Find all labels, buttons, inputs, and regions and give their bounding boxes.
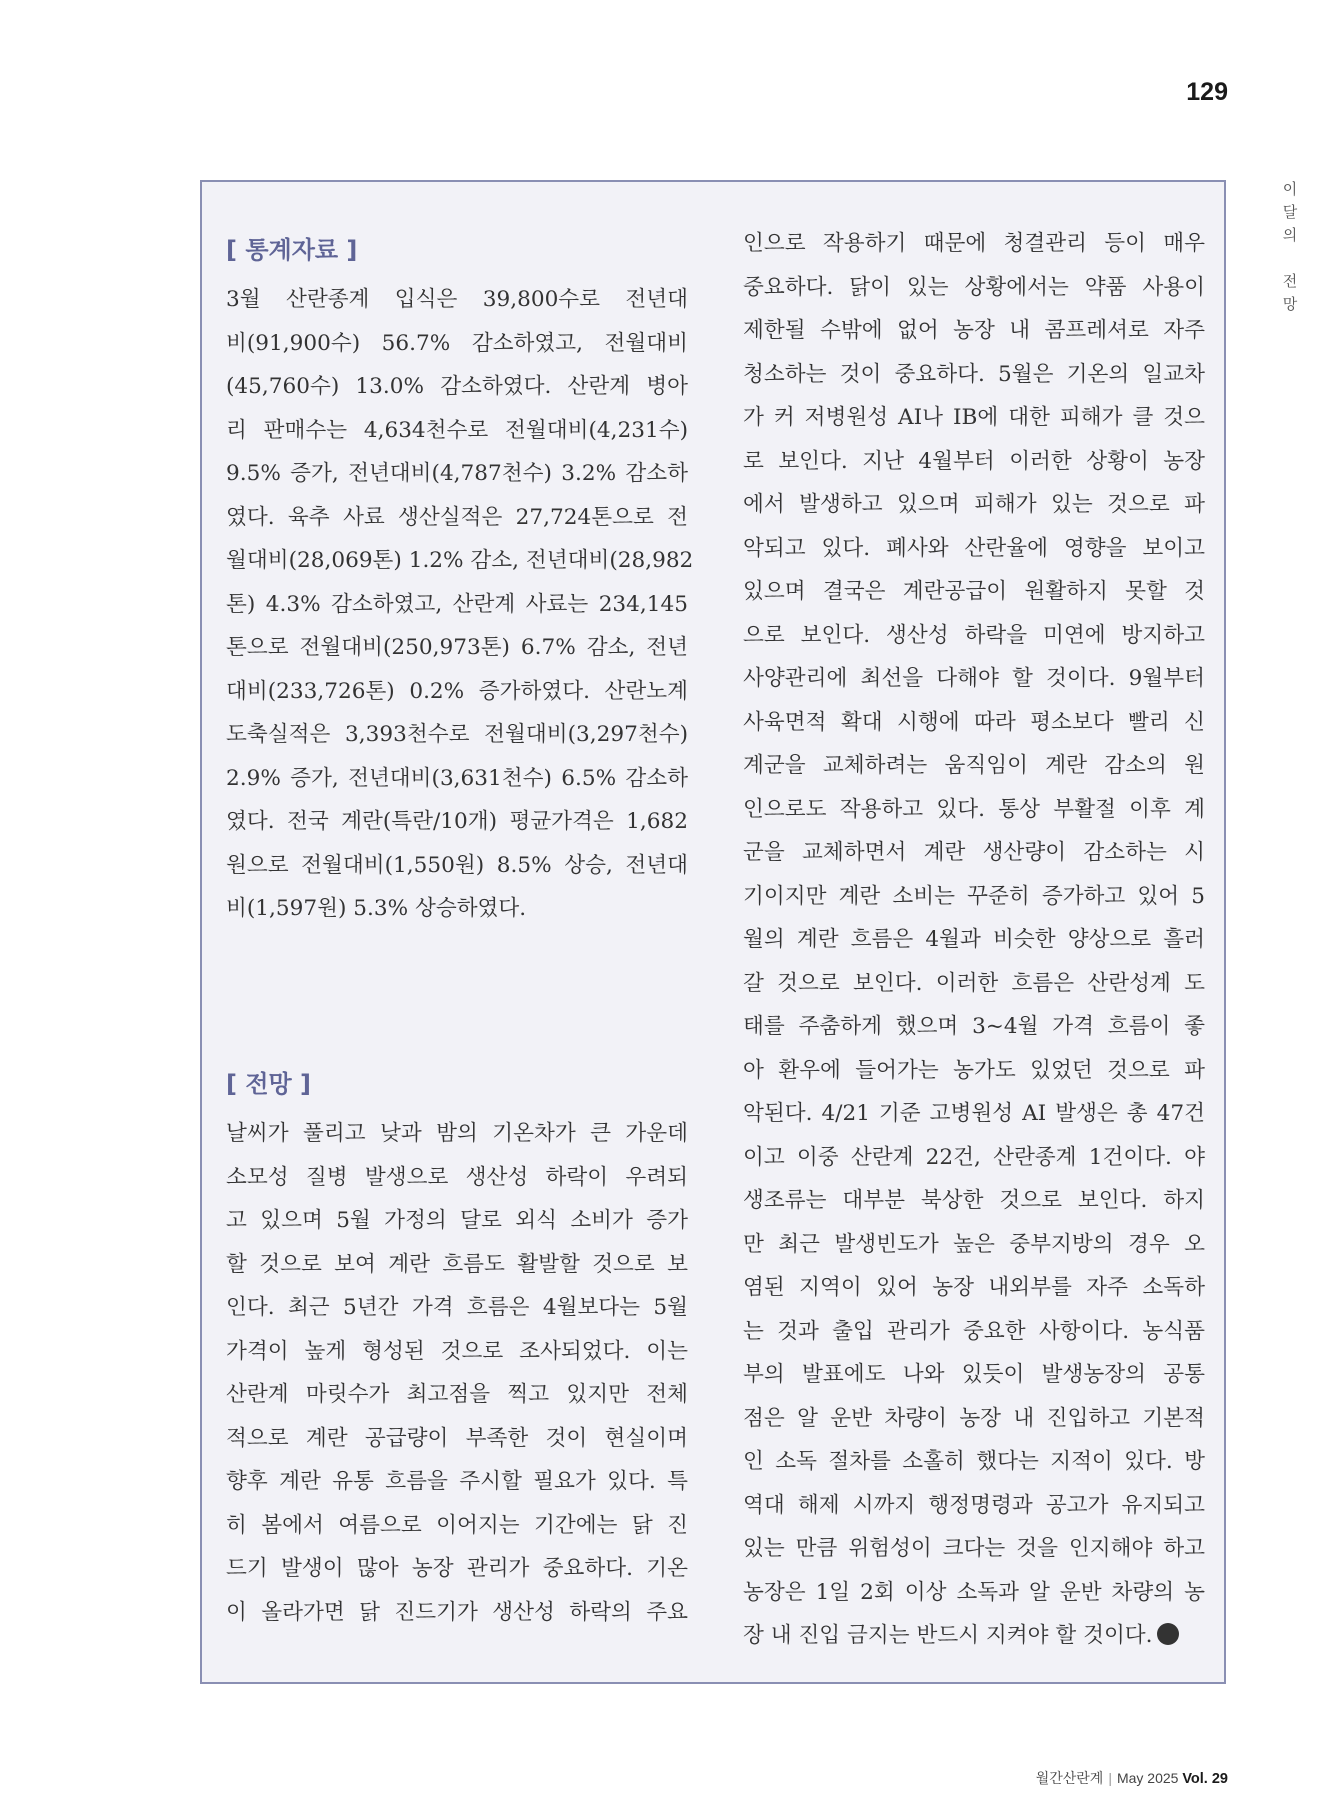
text-line: 태를 주춤하게 했으며 3~4월 가격 흐름이 좋	[743, 1014, 1205, 1039]
outlook-heading: [ 전망 ]	[226, 1070, 312, 1098]
text-line: 가격이 높게 형성된 것으로 조사되었다. 이는	[226, 1338, 688, 1364]
text-line: 적으로 계란 공급량이 부족한 것이 현실이며	[226, 1425, 688, 1451]
text-line: 로 보인다. 지난 4월부터 이러한 상황이 농장	[743, 448, 1205, 474]
text-line: 향후 계란 유통 흐름을 주시할 필요가 있다. 특	[226, 1469, 688, 1494]
footer-magazine-name: 월간산란계	[1035, 1770, 1104, 1786]
text-line: 대비(233,726톤) 0.2% 증가하였다. 산란노계	[226, 678, 688, 704]
text-line: 산란계 마릿수가 최고점을 찍고 있지만 전체	[226, 1382, 688, 1407]
text-line-final-text: 장 내 진입 금지는 반드시 지켜야 할 것이다.	[743, 1623, 1153, 1648]
article-content-box	[200, 180, 1226, 1684]
page-footer	[1000, 1768, 1228, 1788]
text-line-final	[743, 1614, 1205, 1658]
text-line: 히 봄에서 여름으로 이어지는 기간에는 닭 진	[226, 1512, 688, 1538]
text-line: 역대 해제 시까지 행정명령과 공고가 유지되고	[743, 1492, 1205, 1518]
text-line: 인다. 최근 5년간 가격 흐름은 4월보다는 5월	[226, 1295, 688, 1320]
side-section-char: 망	[1282, 296, 1298, 313]
text-line: 3월 산란종계 입식은 39,800수로 전년대	[226, 287, 688, 312]
end-mark-icon	[1157, 1623, 1179, 1645]
text-line: 부의 발표에도 나와 있듯이 발생농장의 공통	[743, 1362, 1205, 1387]
outlook-paragraph-continued	[743, 222, 1205, 1658]
text-line: 에서 발생하고 있으며 피해가 있는 것으로 파	[743, 492, 1205, 517]
text-line: 톤으로 전월대비(250,973톤) 6.7% 감소, 전년	[226, 635, 688, 660]
text-line: 2.9% 증가, 전년대비(3,631천수) 6.5% 감소하	[226, 765, 688, 791]
text-line: 악된다. 4/21 기준 고병원성 AI 발생은 총 47건	[743, 1101, 1205, 1126]
text-line: (45,760수) 13.0% 감소하였다. 산란계 병아	[226, 374, 688, 399]
text-line: 이 올라가면 닭 진드기가 생산성 하락의 주요	[226, 1599, 688, 1625]
text-line: 점은 알 운반 차량이 농장 내 진입하고 기본적	[743, 1405, 1205, 1431]
footer-divider: |	[1108, 1770, 1112, 1786]
side-section-char: 전	[1282, 273, 1298, 290]
text-line: 이고 이중 산란계 22건, 산란종계 1건이다. 야	[743, 1144, 1205, 1170]
text-line: 비(1,597원) 5.3% 상승하였다.	[226, 896, 527, 921]
text-line: 아 환우에 들어가는 농가도 있었던 것으로 파	[743, 1057, 1205, 1083]
text-line: 월의 계란 흐름은 4월과 비슷한 양상으로 흘러	[743, 927, 1205, 952]
text-line: 군을 교체하면서 계란 생산량이 감소하는 시	[743, 840, 1205, 865]
page-number: 129	[1186, 78, 1228, 106]
text-line: 기이지만 계란 소비는 꾸준히 증가하고 있어 5	[743, 883, 1205, 909]
text-line: 리 판매수는 4,634천수로 전월대비(4,231수)	[226, 417, 688, 443]
text-line: 생조류는 대부분 북상한 것으로 보인다. 하지	[743, 1188, 1205, 1213]
text-line: 고 있으며 5월 가정의 달로 외식 소비가 증가	[226, 1208, 688, 1233]
text-line: 인으로도 작용하고 있다. 통상 부활절 이후 계	[743, 796, 1205, 822]
text-line: 할 것으로 보여 계란 흐름도 활발할 것으로 보	[226, 1251, 688, 1277]
text-line: 사육면적 확대 시행에 따라 평소보다 빨리 신	[743, 709, 1205, 735]
side-section-char: 이	[1282, 181, 1298, 198]
text-line: 있는 만큼 위험성이 크다는 것을 인지해야 하고	[743, 1536, 1205, 1561]
text-line: 톤) 4.3% 감소하였고, 산란계 사료는 234,145	[226, 591, 688, 617]
text-line: 갈 것으로 보인다. 이러한 흐름은 산란성계 도	[743, 970, 1205, 996]
text-line: 도축실적은 3,393천수로 전월대비(3,297천수)	[226, 722, 688, 747]
text-line: 였다. 육추 사료 생산실적은 27,724톤으로 전	[226, 504, 688, 530]
text-line: 인으로 작용하기 때문에 청결관리 등이 매우	[743, 231, 1205, 256]
text-line: 악되고 있다. 폐사와 산란율에 영향을 보이고	[743, 535, 1205, 561]
text-line: 인 소독 절차를 소홀히 했다는 지적이 있다. 방	[743, 1449, 1205, 1474]
text-line: 청소하는 것이 중요하다. 5월은 기온의 일교차	[743, 361, 1205, 387]
text-line: 제한될 수밖에 없어 농장 내 콤프레셔로 자주	[743, 318, 1205, 343]
text-line: 월대비(28,069톤) 1.2% 감소, 전년대비(28,982	[226, 548, 694, 573]
text-line: 비(91,900수) 56.7% 감소하였고, 전월대비	[226, 330, 688, 356]
side-section-char: 달	[1282, 204, 1298, 221]
footer-issue-date: May 2025	[1116, 1770, 1179, 1786]
text-line: 염된 지역이 있어 농장 내외부를 자주 소독하	[743, 1275, 1205, 1300]
footer-volume: Vol. 29	[1182, 1771, 1228, 1787]
text-line: 으로 보인다. 생산성 하락을 미연에 방지하고	[743, 622, 1205, 648]
stats-paragraph	[226, 278, 694, 931]
text-line: 9.5% 증가, 전년대비(4,787천수) 3.2% 감소하	[226, 461, 688, 486]
text-line: 가 커 저병원성 AI나 IB에 대한 피해가 클 것으	[743, 405, 1205, 430]
text-line: 는 것과 출입 관리가 중요한 사항이다. 농식품	[743, 1318, 1205, 1344]
text-line: 원으로 전월대비(1,550원) 8.5% 상승, 전년대	[226, 852, 688, 878]
text-line: 였다. 전국 계란(특란/10개) 평균가격은 1,682	[226, 809, 688, 834]
side-section-char: 의	[1282, 227, 1298, 244]
side-section-label	[1273, 178, 1307, 316]
text-line: 있으며 결국은 계란공급이 원활하지 못할 것	[743, 579, 1205, 604]
text-line: 사양관리에 최선을 다해야 할 것이다. 9월부터	[743, 666, 1205, 691]
side-section-gap	[1273, 247, 1307, 270]
text-line: 날씨가 풀리고 낮과 밤의 기온차가 큰 가운데	[226, 1121, 688, 1146]
text-line: 계군을 교체하려는 움직임이 계란 감소의 원	[743, 753, 1205, 778]
stats-heading: [ 통계자료 ]	[226, 236, 358, 264]
text-line: 만 최근 발생빈도가 높은 중부지방의 경우 오	[743, 1231, 1205, 1257]
text-line: 소모성 질병 발생으로 생산성 하락이 우려되	[226, 1164, 688, 1190]
outlook-paragraph	[226, 1112, 688, 1634]
text-line: 농장은 1일 2회 이상 소독과 알 운반 차량의 농	[743, 1579, 1205, 1605]
text-line: 중요하다. 닭이 있는 상황에서는 약품 사용이	[743, 274, 1205, 300]
text-line: 드기 발생이 많아 농장 관리가 중요하다. 기온	[226, 1556, 688, 1581]
